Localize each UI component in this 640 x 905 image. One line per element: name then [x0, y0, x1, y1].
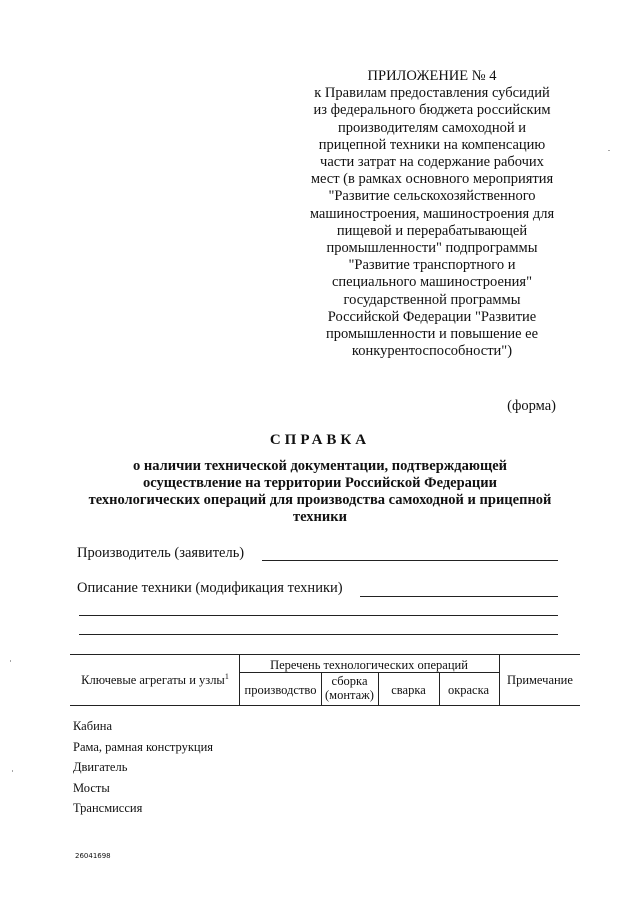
op-assembly-subtext: (монтаж)	[325, 688, 374, 702]
list-item: Рама, рамная конструкция	[73, 739, 214, 754]
appendix-line: машиностроения, машиностроения для	[309, 205, 555, 222]
scan-speck	[608, 150, 610, 151]
appendix-line: "Развитие транспортного и	[348, 257, 516, 274]
note-column-header: Примечание	[507, 673, 573, 687]
appendix-line: к Правилам предоставления субсидий	[314, 85, 550, 102]
document-title: СПРАВКА	[269, 432, 371, 448]
list-item: Кабина	[73, 719, 113, 733]
op-assembly-header	[321, 674, 378, 702]
appendix-line: промышленности" подпрограммы	[326, 240, 538, 257]
list-item: Мосты	[73, 780, 110, 795]
description-field-line-2[interactable]	[79, 615, 558, 616]
units-header-text: Ключевые агрегаты и узлы	[81, 673, 225, 687]
subtitle-line: о наличии технической документации, подтверждающей	[133, 458, 507, 474]
subtitle-line: технологических операций для производства самоходной и прицепной	[88, 492, 552, 508]
appendix-line: государственной программы	[343, 291, 521, 308]
appendix-line: пищевой и перерабатывающей	[336, 222, 528, 239]
appendix-line: конкурентоспособности")	[351, 343, 513, 360]
units-list	[73, 716, 213, 819]
document-subtitle	[60, 458, 580, 526]
list-item: Трансмиссия	[73, 801, 143, 815]
manufacturer-label: Производитель (заявитель)	[77, 545, 245, 561]
footnote-mark: 1	[224, 671, 229, 681]
appendix-line: промышленности и повышение ее	[325, 326, 539, 343]
manufacturer-field-line[interactable]	[262, 560, 558, 561]
document-number: 26041698	[75, 852, 111, 860]
appendix-line: из федерального бюджета российским	[313, 102, 551, 119]
op-welding-header: сварка	[391, 683, 426, 697]
op-painting-header: окраска	[447, 683, 490, 697]
form-label: (форма)	[507, 398, 556, 414]
operations-table	[70, 654, 580, 706]
subtitle-line: осуществление на территории Российской Федерации	[143, 475, 497, 491]
scan-speck	[12, 770, 13, 772]
appendix-line: "Развитие сельскохозяйственного	[328, 188, 536, 205]
table-divider	[239, 672, 499, 673]
units-column-header	[74, 673, 236, 687]
description-field-line[interactable]	[360, 596, 558, 597]
appendix-line: мест (в рамках основного мероприятия	[310, 171, 554, 188]
appendix-header	[282, 68, 582, 360]
description-label: Описание техники (модификация техники)	[77, 580, 343, 596]
operations-group-header: Перечень технологических операций	[270, 658, 468, 672]
appendix-line: специального машиностроения"	[331, 274, 532, 291]
op-production-header: производство	[244, 683, 317, 697]
description-field-line-3[interactable]	[79, 634, 558, 635]
appendix-line: части затрат на содержание рабочих	[320, 154, 544, 171]
appendix-line: Российской Федерации "Развитие	[327, 308, 537, 325]
list-item: Двигатель	[73, 760, 128, 774]
appendix-line: прицепной техники на компенсацию	[318, 136, 546, 153]
appendix-line: производителям самоходной и	[337, 119, 527, 136]
appendix-line: ПРИЛОЖЕНИЕ № 4	[367, 68, 497, 84]
scan-speck	[10, 660, 11, 662]
subtitle-line: техники	[293, 509, 347, 525]
op-assembly-text: сборка	[331, 674, 368, 688]
